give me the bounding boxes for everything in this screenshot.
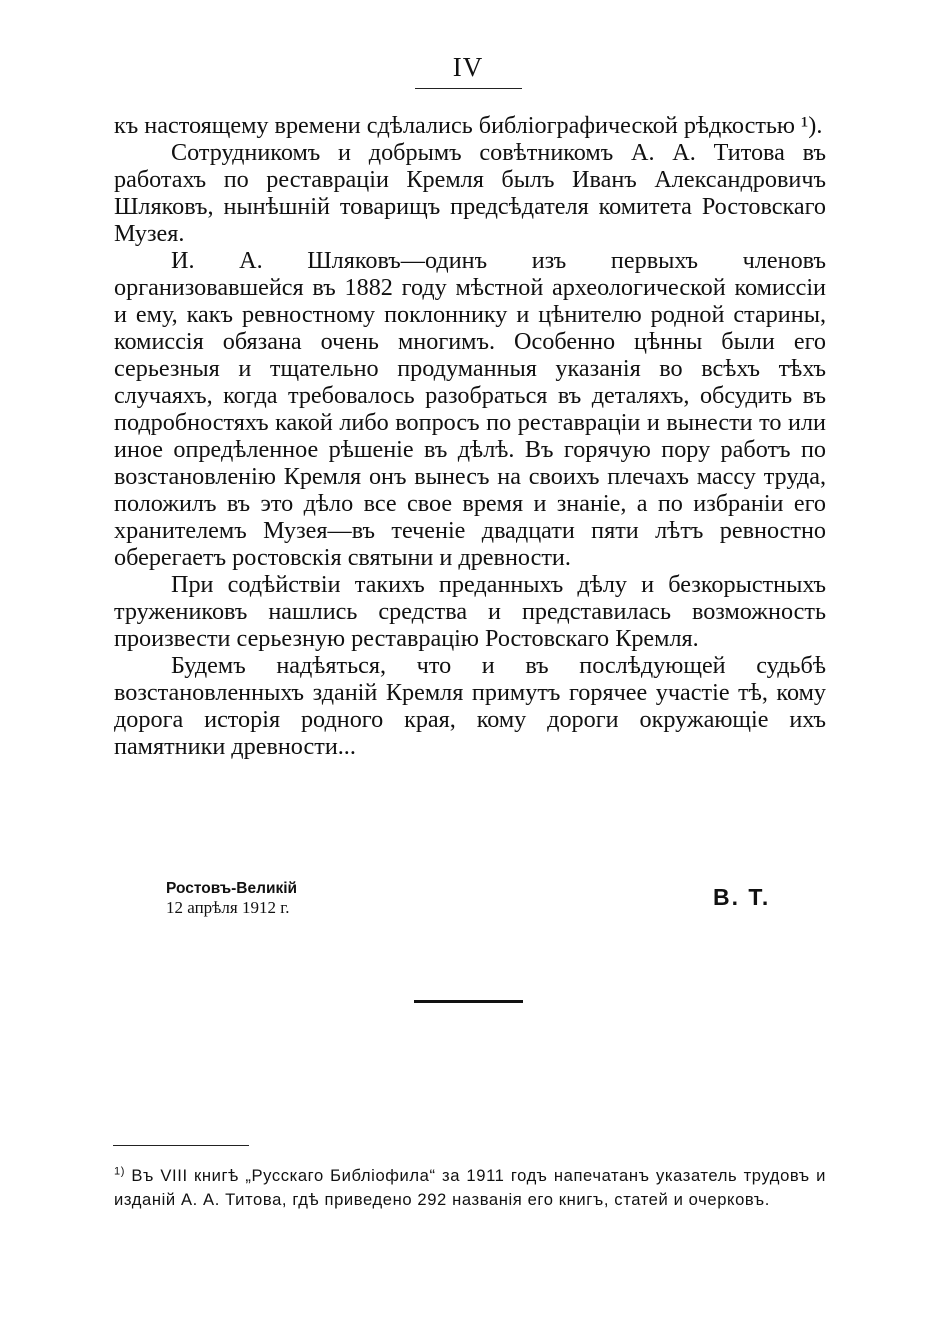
footnote-text: Въ VIII книгѣ „Русскаго Библіофила“ за 1911 годъ напечатанъ указатель трудовъ и изданій А. А. Титова, гдѣ приведено 292 названія его книгъ, статей и очерковъ. bbox=[114, 1166, 826, 1209]
signature-date: 12 апрѣля 1912 г. bbox=[166, 898, 290, 917]
paragraph-5: Будемъ надѣяться, что и въ послѣдующей судьбѣ возстановленныхъ зданій Кремля примутъ горячее участіе тѣ, кому дорога исторія родного края, кому дороги окружающіе ихъ памятники древности... bbox=[114, 652, 826, 760]
body-text bbox=[114, 112, 826, 760]
paragraph-1: къ настоящему времени сдѣлались библіографической рѣдкостью ¹). bbox=[114, 112, 823, 139]
page-number: IV bbox=[452, 52, 484, 82]
paragraph-4: При содѣйствіи такихъ преданныхъ дѣлу и безкорыстныхъ тружениковъ нашлись средства и представилась возможность произвести серьезную реставрацію Ростовскаго Кремля. bbox=[114, 571, 826, 652]
signature-block bbox=[166, 879, 297, 917]
paragraph-2: Сотрудникомъ и добрымъ совѣтникомъ А. А. Титова въ работахъ по реставраціи Кремля былъ Иванъ Александровичъ Шляковъ, нынѣшній товарищъ предсѣдателя комитета Ростовскаго Музея. bbox=[114, 139, 826, 247]
section-divider bbox=[414, 1000, 523, 1003]
header-rule bbox=[415, 88, 522, 89]
footnote-marker: 1) bbox=[114, 1165, 125, 1178]
paragraph-3: И. А. Шляковъ—одинъ изъ первыхъ членовъ организовавшейся въ 1882 году мѣстной археологической комиссіи и ему, какъ ревностному поклоннику и цѣнителю родной старины, комиссія обязана очень многимъ. Особенно цѣнны были его серьезныя и тщательно продуманныя указанія во всѣхъ тѣхъ случаяхъ, когда требовалось разобраться въ деталяхъ, обсудить въ подробностяхъ какой либо вопросъ по реставраціи и вынести то или иное опредѣленное рѣшеніе въ дѣлѣ. Въ горячую пору работъ по возстановленію Кремля онъ вынесъ на своихъ плечахъ массу труда, положилъ въ это дѣло все свое время и знаніе, а по избраніи его хранителемъ Музея—въ теченіе двадцати пяти лѣтъ ревностно оберегаетъ ростовскія святыни и древности. bbox=[114, 247, 826, 571]
signature-place: Ростовъ-Великій bbox=[166, 880, 298, 897]
footnote-rule bbox=[113, 1145, 249, 1146]
author-initials: В. Т. bbox=[713, 884, 771, 910]
footnote bbox=[114, 1164, 826, 1212]
